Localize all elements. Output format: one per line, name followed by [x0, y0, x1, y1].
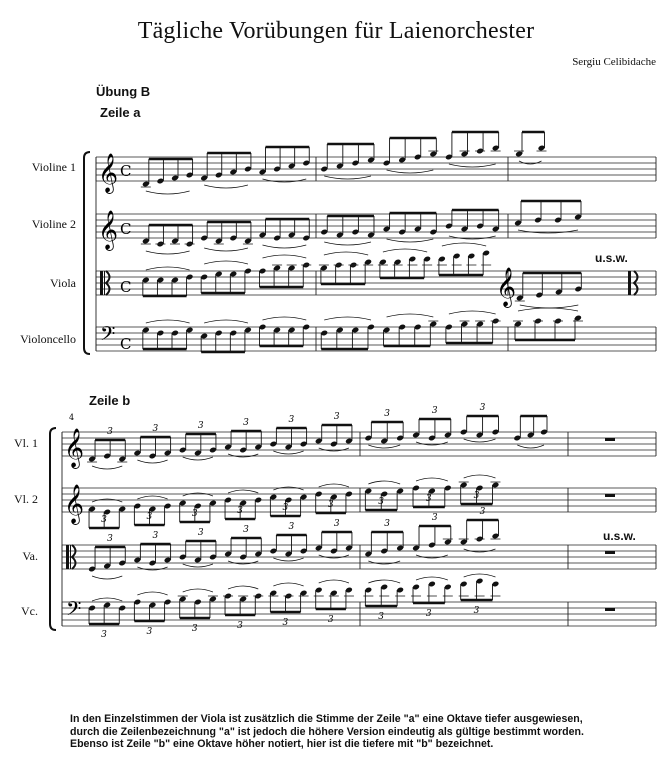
vl2-b1-tuplet: 3 [191, 509, 198, 519]
vc-b1-slur [137, 592, 167, 595]
system-a-label-violin1: Violine 1 [31, 160, 76, 174]
vc-b1-tuplet: 3 [282, 618, 289, 628]
cello-a3-slur [518, 308, 578, 311]
system-b-continuation: u.s.w. [603, 529, 636, 543]
system-b-label-viola: Va. [22, 549, 38, 563]
system-a-label-cello: Violoncello [20, 332, 76, 346]
va-b1-tuplet: 3 [333, 519, 340, 529]
vl2-b1-slur [183, 493, 213, 496]
va-b1-slur [137, 567, 167, 570]
alto-clef-viola-bar [100, 271, 103, 295]
viola-a3-slur [520, 305, 579, 308]
va-b1-slur [92, 576, 122, 579]
exercise-heading: Übung B [96, 84, 151, 99]
vc-b2-slur [368, 580, 400, 583]
system-a-label-violin2: Violine 2 [31, 217, 76, 231]
vl1-b1-slur [92, 466, 122, 469]
vl1-b2-tuplet: 3 [479, 403, 486, 413]
treble-clef-vl1: 𝄞 [64, 428, 85, 468]
bass-clef-cello: 𝄢 [100, 322, 116, 350]
composer-name: Sergiu Celibidache [572, 56, 656, 68]
score-notation [50, 132, 656, 640]
cello-a2-slur [324, 317, 371, 320]
vl1-b1-tuplet: 3 [333, 412, 340, 422]
vc-b2-tuplet: 3 [378, 612, 384, 622]
time-signature-violin1: C [120, 162, 132, 180]
vc-b1-tuplet: 3 [327, 615, 334, 625]
vl2-b2-tuplet: 3 [473, 491, 480, 501]
footnote-line-2: durch die Zeilenbezeichnung "a" ist jedoch die höhere Version eindeutig als gültige bestimmt worden. [70, 725, 584, 738]
viola-a2-slur [442, 243, 486, 246]
vl1-b2-tuplet: 3 [384, 409, 390, 419]
vl2-b1-tuplet: 3 [282, 503, 289, 513]
vl2-b1-slur [137, 496, 167, 499]
cello-a2-slur [449, 311, 496, 314]
va-b2-tuplet: 3 [431, 513, 438, 523]
violin2-a2-slur [387, 239, 434, 242]
system-b-whole-rest [605, 494, 615, 497]
vl1-b1-tuplet: 3 [243, 418, 249, 428]
vl2-b1-slur [228, 490, 258, 493]
treble-clef-vl2: 𝄞 [64, 484, 85, 524]
system-b-label-violin2: Vl. 2 [14, 492, 38, 506]
vc-b2-slur [416, 577, 448, 580]
system-a-bracket [84, 152, 90, 354]
viola-a2-slur [383, 249, 427, 252]
footnote-line-3: Ebenso ist Zeile "b" eine Oktave höher notiert, hier ist die tiefere mit "b" bezeichnet. [70, 738, 494, 751]
alto-clef-end-viola [628, 271, 631, 295]
violin1-a1-slur [204, 185, 248, 188]
vl2-b1-tuplet: 3 [146, 512, 153, 522]
vl2-b1-tuplet: 3 [101, 515, 107, 525]
vl1-b1-tuplet: 3 [288, 415, 295, 425]
violin2-a3-slur [518, 230, 578, 233]
cello-a1-slur [204, 320, 248, 323]
vc-b1-slur [273, 583, 303, 586]
violin1-a1-slur [263, 179, 307, 182]
vc-b2-tuplet: 3 [425, 609, 432, 619]
cello-a2-slur [387, 314, 434, 317]
treble-clef-violin2: 𝄞 [98, 210, 119, 250]
system-a-heading: Zeile a [100, 105, 141, 120]
violin1-a3-slur [519, 161, 542, 164]
violin2-a1-slur [263, 245, 307, 248]
violin2-a1-slur [204, 248, 248, 251]
system-b-whole-rest [605, 438, 615, 441]
vl2-b2-slur [416, 478, 448, 481]
system-b-whole-rest [605, 551, 615, 554]
violin2-a2-slur [449, 236, 496, 239]
violin1-a1-slur [146, 191, 190, 194]
vl1-b1-tuplet: 3 [107, 427, 113, 437]
bass-clef-vc: 𝄢 [66, 597, 82, 625]
vl1-b2-slur [368, 445, 400, 448]
vc-b1-slur [319, 580, 349, 583]
va-b2-slur [464, 549, 496, 552]
vl1-b1-slur [228, 454, 258, 457]
cello-a1-slur [263, 317, 307, 320]
viola-a2-slur [324, 252, 368, 255]
va-b1-tuplet: 3 [197, 528, 204, 538]
vl1-b1-slur [137, 460, 167, 463]
system-a-continuation: u.s.w. [595, 251, 628, 265]
vc-b1-tuplet: 3 [237, 621, 243, 631]
alto-clef-va-bar [66, 545, 69, 569]
time-signature-cello: C [120, 335, 132, 353]
time-signature-violin2: C [120, 220, 132, 238]
vl2-b1-tuplet: 3 [327, 500, 334, 510]
treble-clef-change-viola: 𝄞 [496, 267, 517, 307]
viola-a1-slur [204, 261, 248, 264]
vl1-b1-slur [183, 457, 213, 460]
treble-clef-violin1: 𝄞 [98, 153, 119, 193]
va-b1-slur [319, 555, 349, 558]
va-b2-tuplet: 3 [384, 519, 390, 529]
vl2-b2-tuplet: 3 [425, 494, 432, 504]
vl1-b1-slur [273, 451, 303, 454]
vc-b2-slur [464, 574, 496, 577]
system-b-label-violin1: Vl. 1 [14, 436, 38, 450]
vl1-b3-slur [517, 445, 544, 448]
vl1-b2-slur [416, 442, 448, 445]
vl2-b2-tuplet: 3 [378, 497, 384, 507]
vl2-b1-slur [319, 484, 349, 487]
cello-a1-slur [146, 320, 190, 323]
va-b2-tuplet: 3 [479, 507, 486, 517]
vl1-b1-slur [319, 448, 349, 451]
va-b2-slur [368, 561, 400, 564]
vl1-b1-tuplet: 3 [152, 424, 159, 434]
time-signature-viola: C [120, 278, 132, 296]
vl2-b2-slur [368, 481, 400, 484]
violin1-a2-slur [324, 176, 371, 179]
vl1-b2-tuplet: 3 [431, 406, 438, 416]
vc-b1-tuplet: 3 [101, 630, 107, 640]
va-b1-slur [273, 558, 303, 561]
va-b1-tuplet: 3 [288, 522, 295, 532]
system-b-bracket [50, 428, 56, 630]
measure-number: 4 [69, 413, 75, 422]
vc-b1-slur [183, 589, 213, 592]
system-b-whole-rest [605, 608, 615, 611]
violin1-a2-slur [387, 170, 434, 173]
vl1-b2-slur [464, 439, 496, 442]
vc-b1-slur [228, 586, 258, 589]
footnote-line-1: In den Einzelstimmen der Viola ist zusätzlich die Stimme der Zeile "a" eine Oktave tiefer ausgewiesen, [70, 713, 583, 725]
violin2-a2-slur [324, 242, 371, 245]
violin2-a1-slur [146, 251, 190, 254]
vl2-b2-slur [464, 475, 496, 478]
system-a-label-viola: Viola [50, 276, 76, 290]
vc-b1-tuplet: 3 [146, 627, 153, 637]
va-b1-tuplet: 3 [152, 531, 159, 541]
va-b1-slur [183, 564, 213, 567]
vc-b1-slur [92, 598, 122, 601]
system-b-label-cello: Vc. [21, 604, 38, 618]
page-title: Tägliche Vorübungen für Laienorchester [137, 18, 535, 44]
system-b-heading: Zeile b [89, 393, 131, 408]
va-b1-slur [228, 561, 258, 564]
vc-b1-tuplet: 3 [191, 624, 198, 634]
va-b1-tuplet: 3 [243, 525, 249, 535]
vl2-b1-slur [92, 499, 122, 502]
va-b1-tuplet: 3 [107, 534, 113, 544]
va-b2-slur [416, 555, 448, 558]
vl2-b1-slur [273, 487, 303, 490]
vl2-b1-tuplet: 3 [237, 506, 243, 516]
vc-b2-tuplet: 3 [473, 606, 480, 616]
viola-a1-slur [146, 267, 190, 270]
vl1-b1-tuplet: 3 [197, 421, 204, 431]
violin1-a2-slur [449, 164, 496, 167]
viola-a1-slur [263, 255, 307, 258]
